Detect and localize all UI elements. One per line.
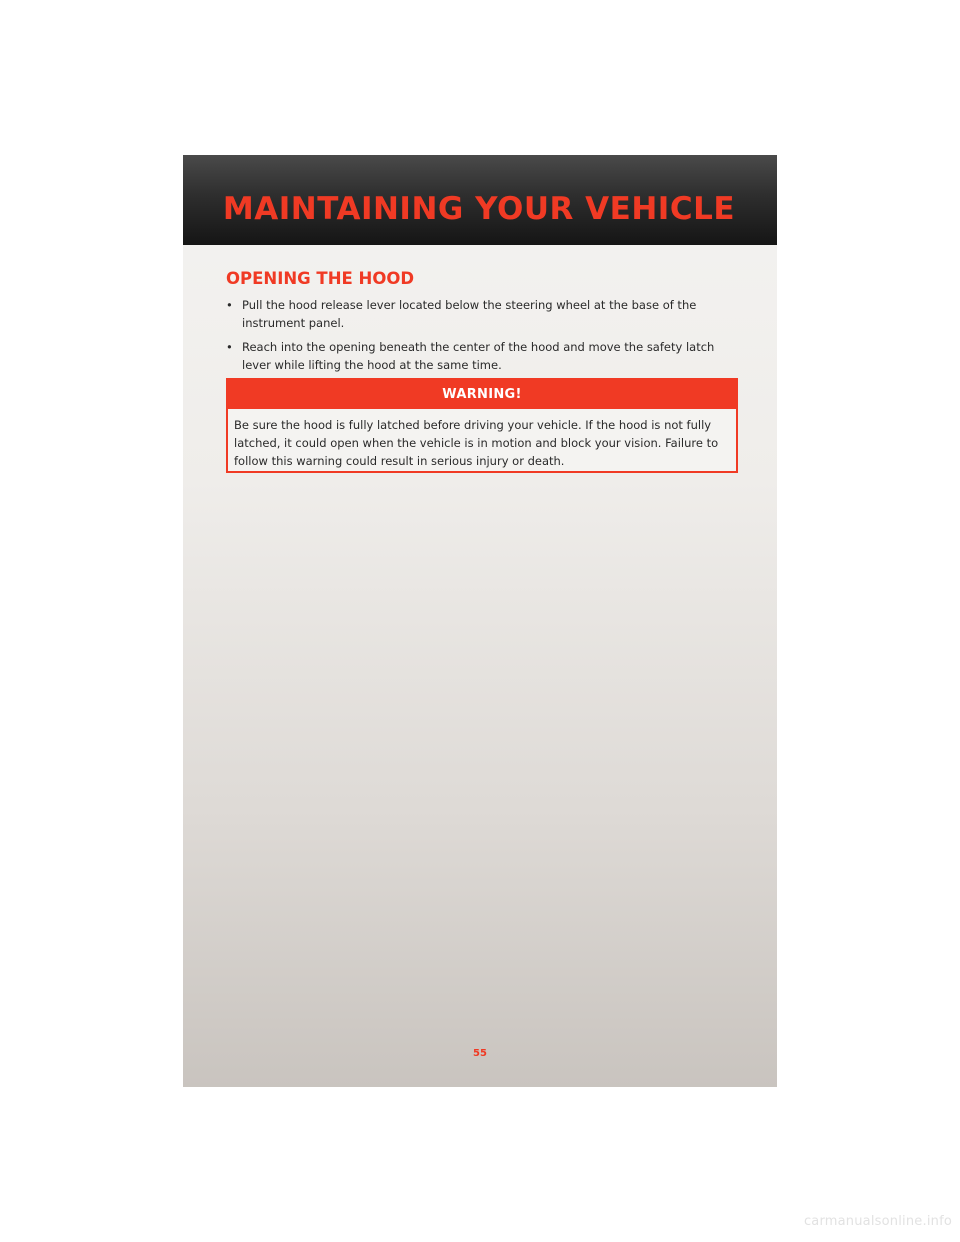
section-title: OPENING THE HOOD — [226, 269, 415, 288]
list-item — [226, 338, 746, 374]
warning-text: Be sure the hood is fully latched before driving your vehicle. If the hood is not fully latched, it could open when the vehicle is in motion and block your vision. Failure to follow this warning could result in serious injury or death. — [234, 418, 719, 468]
list-item-text: Pull the hood release lever located below the steering wheel at the base of the instrument panel. — [242, 298, 697, 330]
warning-heading: WARNING! — [228, 380, 736, 409]
instruction-list — [226, 296, 746, 380]
page-number: 55 — [473, 1048, 487, 1059]
list-item — [226, 296, 746, 332]
warning-box — [226, 378, 738, 473]
bullet-icon: • — [226, 340, 233, 354]
watermark: carmanualsonline.info — [803, 1214, 952, 1229]
manual-page — [183, 155, 777, 1087]
chapter-title: MAINTAINING YOUR VEHICLE — [222, 191, 735, 227]
chapter-header-bar — [183, 155, 777, 245]
list-item-text: Reach into the opening beneath the center of the hood and move the safety latch lever while lifting the hood at the same time. — [242, 340, 715, 372]
bullet-icon: • — [226, 298, 233, 312]
